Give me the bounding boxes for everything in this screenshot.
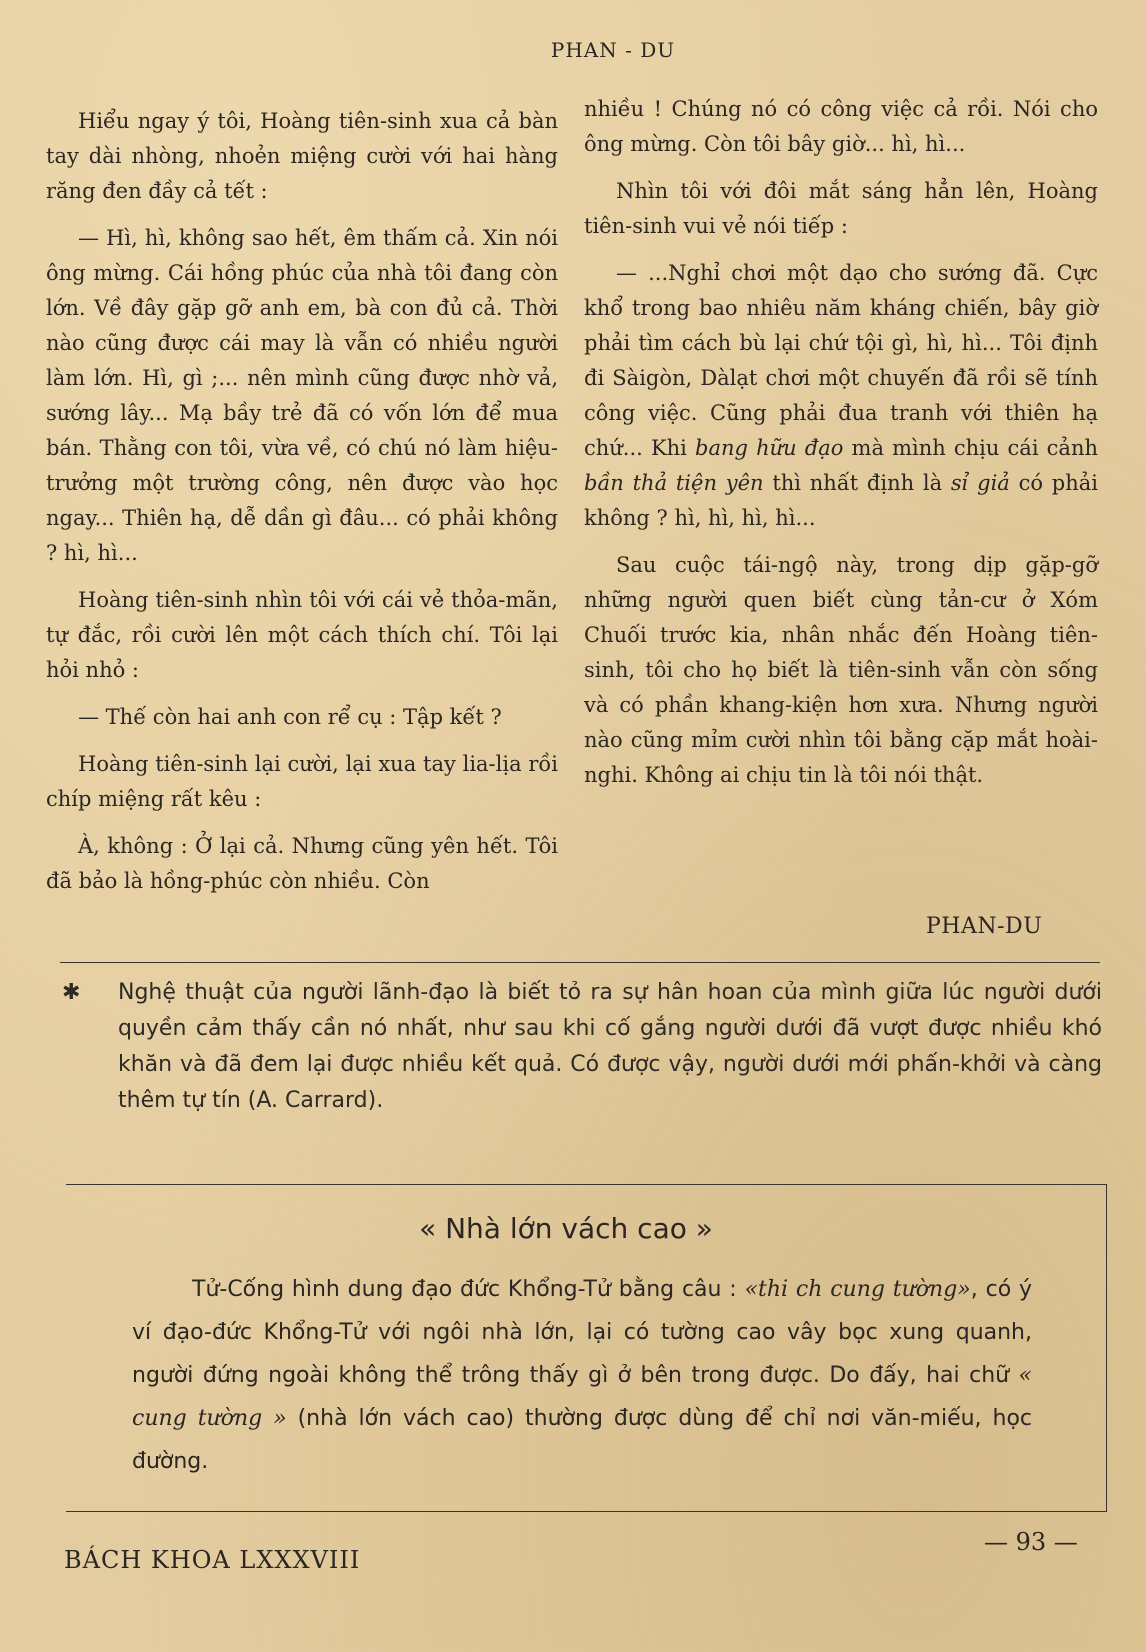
- text-run: thì nhất định là: [763, 471, 951, 495]
- paragraph: Hoàng tiên-sinh lại cười, lại xua tay lia-lịa rồi chíp miệng rất kêu :: [46, 752, 558, 811]
- article-right-column: [584, 92, 1098, 805]
- paragraph: [132, 1268, 1032, 1483]
- text-run: — ...Nghỉ chơi một dạo cho sướng đã. Cực khổ trong bao nhiêu năm kháng chiến, bây giờ phải tìm cách bù lại chứ tội gì, hì, hì... Tôi định đi Sàigòn, Dàlạt chơi một chuyến đã rồi sẽ tính công việc. Cũng phải đua tranh với thiên hạ chứ... Khi: [584, 261, 1098, 460]
- paragraph: — Thế còn hai anh con rể cụ : Tập kết ?: [78, 705, 502, 729]
- paragraph: Hiểu ngay ý tôi, Hoàng tiên-sinh xua cả bàn tay dài nhòng, nhoẻn miệng cười với hai hàng răng đen đầy cả tết :: [46, 109, 558, 203]
- sidebar-box-title: « Nhà lớn vách cao »: [419, 1212, 713, 1245]
- paragraph: Hoàng tiên-sinh nhìn tôi với cái vẻ thỏa-mãn, tự đắc, rồi cười lên một cách thích chí. Tôi lại hỏi nhỏ :: [46, 588, 558, 682]
- text-run: mà mình chịu cái cảnh: [843, 436, 1098, 460]
- asterisk-icon: ✱: [62, 980, 81, 1005]
- italic-phrase: bần thả tiện yên: [584, 471, 764, 495]
- text-run: có phải không ? hì, hì, hì, hì...: [584, 471, 1098, 530]
- quote-note-text: Nghệ thuật của người lãnh-đạo là biết tỏ ra sự hân hoan của mình giữa lúc người dưới quyền cảm thấy cần nó nhất, như sau khi cố gắng người dưới đã vượt được nhiều khó khăn và đã đem lại được nhiều kết quả. Có được vậy, người dưới mới phấn-khởi và càng thêm tự tín (A. Carrard).: [118, 980, 1102, 1113]
- text-run: (nhà lớn vách cao) thường được dùng để chỉ nơi văn-miếu, học đường.: [132, 1406, 1032, 1474]
- italic-phrase: « cung tường »: [132, 1363, 1032, 1431]
- italic-phrase: sỉ giả: [950, 471, 1010, 495]
- italic-phrase: «thi ch cung tường»: [744, 1277, 971, 1302]
- paragraph: — Hì, hì, không sao hết, êm thấm cả. Xin nói ông mừng. Cái hồng phúc của nhà tôi đang còn lớn. Về đây gặp gỡ anh em, bà con đủ cả. Thời nào cũng được cái may là vẫn có nhiều người làm lớn. Hì, gì ;... nên mình cũng được nhờ vả, sướng lây... Mạ bầy trẻ đã có vốn lớn để mua bán. Thằng con tôi, vừa về, có chú nó làm hiệu-trưởng một trường công, nên được vào học ngay... Thiên hạ, dễ dần gì đâu... có phải không ? hì, hì...: [46, 226, 558, 565]
- author-signature: PHAN-DU: [926, 914, 1043, 939]
- paragraph: nhiều ! Chúng nó có công việc cả rồi. Nói cho ông mừng. Còn tôi bây giờ... hì, hì...: [584, 97, 1098, 156]
- article-left-column: [46, 104, 558, 911]
- text-run: , có ý ví đạo-đức Khổng-Tử với ngôi nhà lớn, lại có tường cao vây bọc xung quanh, người đứng ngoài không thể trông thấy gì ở bên trong được. Do đấy, hai chữ: [132, 1277, 1033, 1388]
- divider: [60, 962, 1100, 963]
- paragraph: Nhìn tôi với đôi mắt sáng hẳn lên, Hoàng tiên-sinh vui vẻ nói tiếp :: [584, 179, 1098, 238]
- paragraph: Sau cuộc tái-ngộ này, trong dịp gặp-gỡ những người quen biết cùng tản-cư ở Xóm Chuối trước kia, nhân nhắc đến Hoàng tiên-sinh, tôi cho họ biết là tiên-sinh vẫn còn sống và có phần khang-kiện hơn xưa. Nhưng người nào cũng mỉm cười nhìn tôi bằng cặp mắt hoài-nghi. Không ai chịu tin là tôi nói thật.: [584, 553, 1098, 787]
- italic-phrase: bang hữu đạo: [695, 436, 844, 460]
- journal-name: BÁCH KHOA LXXXVIII: [64, 1546, 361, 1574]
- sidebar-box-body: [132, 1268, 1032, 1483]
- paragraph: [584, 256, 1098, 536]
- paragraph: À, không : Ở lại cả. Nhưng cũng yên hết. Tôi đã bảo là hồng-phúc còn nhiều. Còn: [46, 834, 558, 893]
- quote-note: [62, 975, 1102, 1119]
- text-run: Tử-Cống hình dung đạo đức Khổng-Tử bằng câu :: [192, 1277, 745, 1302]
- running-head: PHAN - DU: [550, 38, 676, 62]
- page-number: — 93 —: [984, 1528, 1078, 1556]
